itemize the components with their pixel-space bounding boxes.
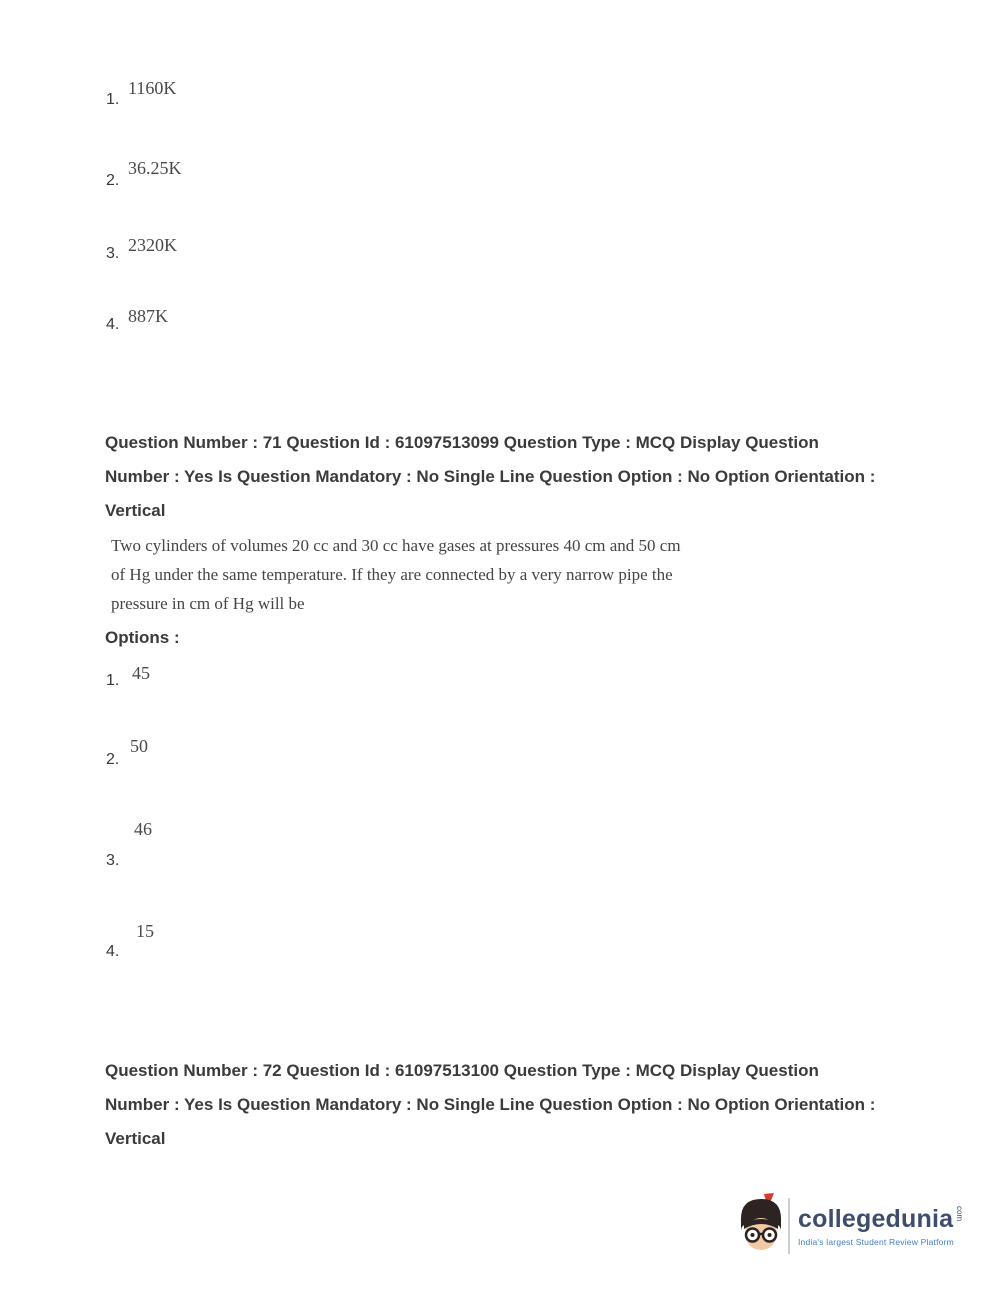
brand-block	[798, 1206, 963, 1247]
option-number: 2.	[106, 751, 120, 768]
q71-option-row-3	[106, 819, 406, 869]
option-value: 2320K	[128, 235, 177, 255]
brand-suffix: com	[955, 1205, 965, 1221]
q71-option-row-2	[106, 736, 406, 776]
question-71-body-line-2: of Hg under the same temperature. If they are connected by a very narrow pipe the	[111, 565, 673, 584]
option-number: 1.	[106, 672, 120, 689]
brand-name: collegedunia	[798, 1204, 954, 1233]
question-71-header: Question Number : 71 Question Id : 61097513099 Question Type : MCQ Display Question Number : Yes Is Question Mandatory : No Single Line Question Option : No Option Orientation : Vertical	[105, 433, 876, 520]
option-value: 46	[134, 819, 152, 839]
option-number: 3.	[106, 245, 120, 262]
options-label: Options :	[105, 628, 180, 647]
brand-line	[798, 1206, 963, 1232]
option-number: 2.	[106, 172, 120, 189]
option-value: 45	[132, 663, 150, 683]
question-71-body-line-3: pressure in cm of Hg will be	[111, 594, 305, 613]
option-value: 887K	[128, 306, 168, 326]
prev-option-row-1	[106, 78, 406, 118]
option-number: 3.	[106, 852, 120, 869]
option-value: 50	[130, 736, 148, 756]
question-71-body	[111, 531, 791, 618]
prev-option-row-4	[106, 306, 406, 346]
q71-option-row-1	[106, 663, 406, 703]
logo-divider	[788, 1198, 790, 1254]
option-value: 36.25K	[128, 158, 182, 178]
brand-tagline: India's largest Student Review Platform	[798, 1236, 954, 1247]
option-number: 4.	[106, 316, 120, 333]
collegedunia-mascot-icon	[738, 1193, 784, 1260]
prev-option-row-3	[106, 235, 406, 275]
question-71-body-line-1: Two cylinders of volumes 20 cc and 30 cc have gases at pressures 40 cm and 50 cm	[111, 536, 681, 555]
option-number: 1.	[106, 91, 120, 108]
option-number: 4.	[106, 943, 120, 960]
question-72-header: Question Number : 72 Question Id : 61097513100 Question Type : MCQ Display Question Number : Yes Is Question Mandatory : No Single Line Question Option : No Option Orientation : Vertical	[105, 1061, 876, 1148]
prev-option-row-2	[106, 158, 406, 198]
option-value: 1160K	[128, 78, 177, 98]
q71-option-row-4	[106, 921, 406, 961]
collegedunia-logo	[738, 1192, 968, 1260]
option-value: 15	[136, 921, 154, 941]
